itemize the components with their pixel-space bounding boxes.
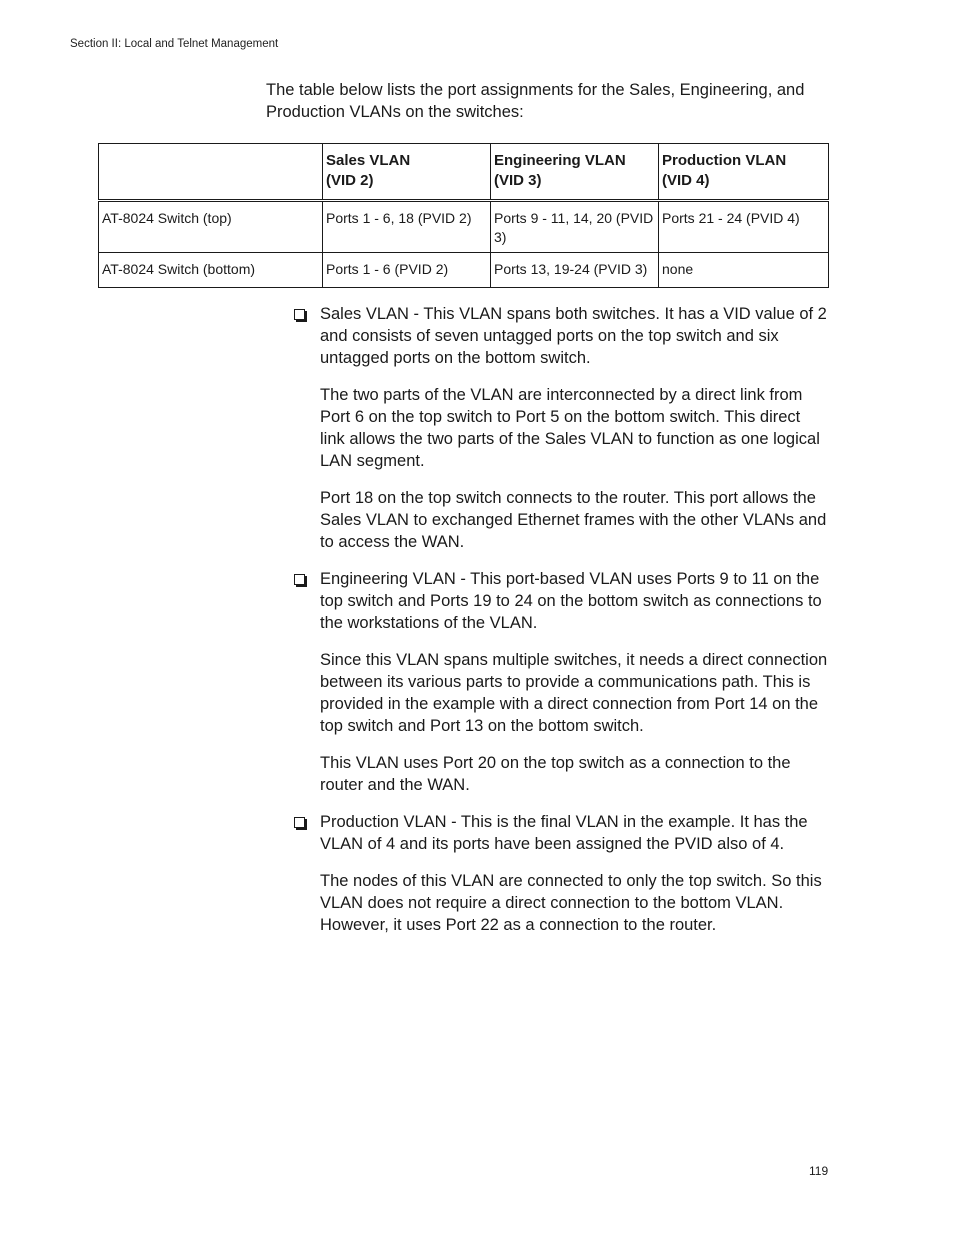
running-header: Section II: Local and Telnet Management xyxy=(70,38,279,50)
bullet-production-vlan xyxy=(294,811,828,936)
table-cell: none xyxy=(659,253,829,288)
checkbox-bullet-icon xyxy=(294,309,305,320)
header-cell-empty xyxy=(99,144,323,201)
table-row xyxy=(99,253,829,288)
table-row xyxy=(99,201,829,253)
header-cell-engineering: Engineering VLAN (VID 3) xyxy=(491,144,659,201)
checkbox-bullet-icon xyxy=(294,817,305,828)
header-cell-production: Production VLAN (VID 4) xyxy=(659,144,829,201)
bullet-engineering-vlan xyxy=(294,568,828,796)
vlan-bullet-list xyxy=(294,303,828,951)
table-cell: Ports 1 - 6, 18 (PVID 2) xyxy=(323,201,491,253)
vlan-port-table xyxy=(98,143,829,288)
paragraph: Port 18 on the top switch connects to the router. This port allows the Sales VLAN to exchanged Ethernet frames with the other VLANs and to access the WAN. xyxy=(320,489,827,551)
table-cell: AT-8024 Switch (bottom) xyxy=(99,253,323,288)
table-cell: AT-8024 Switch (top) xyxy=(99,201,323,253)
paragraph: Since this VLAN spans multiple switches, it needs a direct connection between its various parts to provide a communications path. This is provided in the example with a direct connection from Port 14 on the top switch and Port 13 on the bottom switch. xyxy=(320,651,828,735)
page-number: 119 xyxy=(809,1164,829,1178)
table-header-row xyxy=(99,144,829,201)
paragraph: Engineering VLAN - This port-based VLAN uses Ports 9 to 11 on the top switch and Ports 19 to 24 on the bottom switch as connections to the workstations of the VLAN. xyxy=(320,570,822,632)
table-cell: Ports 1 - 6 (PVID 2) xyxy=(323,253,491,288)
intro-paragraph: The table below lists the port assignments for the Sales, Engineering, and Production VLANs on the switches: xyxy=(266,81,805,121)
bullet-sales-vlan xyxy=(294,303,828,553)
table-cell: Ports 9 - 11, 14, 20 (PVID 3) xyxy=(491,201,659,253)
paragraph: Production VLAN - This is the final VLAN in the example. It has the VLAN of 4 and its ports have been assigned the PVID also of 4. xyxy=(320,813,808,853)
header-cell-sales: Sales VLAN (VID 2) xyxy=(323,144,491,201)
paragraph: This VLAN uses Port 20 on the top switch as a connection to the router and the WAN. xyxy=(320,754,791,794)
paragraph: Sales VLAN - This VLAN spans both switches. It has a VID value of 2 and consists of seven untagged ports on the top switch and six untagged ports on the bottom switch. xyxy=(320,305,827,367)
paragraph: The nodes of this VLAN are connected to only the top switch. So this VLAN does not require a direct connection to the bottom VLAN. However, it uses Port 22 as a connection to the router. xyxy=(320,872,822,934)
table-cell: Ports 13, 19-24 (PVID 3) xyxy=(491,253,659,288)
paragraph: The two parts of the VLAN are interconnected by a direct link from Port 6 on the top switch to Port 5 on the bottom switch. This direct link allows the two parts of the Sales VLAN to function as one logical LAN segment. xyxy=(320,386,820,470)
checkbox-bullet-icon xyxy=(294,574,305,585)
table-cell: Ports 21 - 24 (PVID 4) xyxy=(659,201,829,253)
